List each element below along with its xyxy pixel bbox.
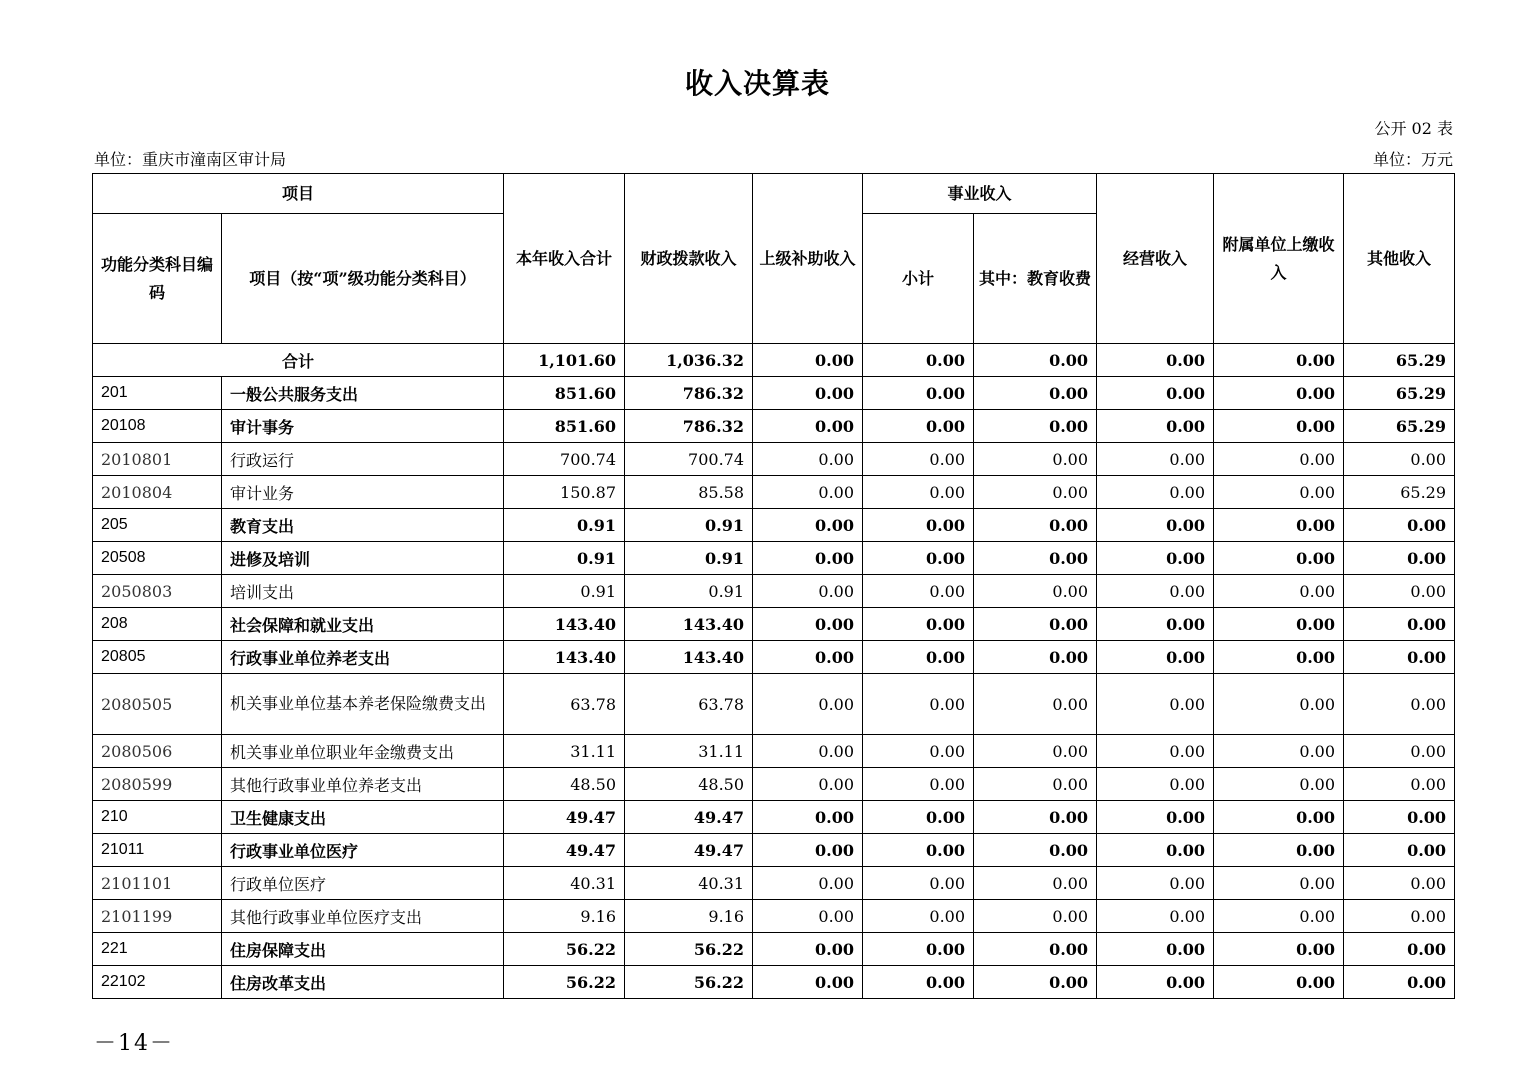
row-name: 一般公共服务支出 bbox=[222, 377, 504, 410]
row-value: 0.00 bbox=[1344, 542, 1455, 575]
header-name: 项目（按“项”级功能分类科目） bbox=[222, 214, 504, 344]
row-code: 20805 bbox=[93, 641, 222, 674]
row-value: 0.91 bbox=[625, 575, 753, 608]
row-value: 0.00 bbox=[1344, 641, 1455, 674]
table-row bbox=[93, 476, 1455, 509]
row-value: 0.00 bbox=[1344, 801, 1455, 834]
row-value: 0.00 bbox=[1344, 900, 1455, 933]
header-education: 其中：教育收费 bbox=[974, 214, 1097, 344]
row-value: 0.00 bbox=[1214, 966, 1344, 999]
row-value: 0.00 bbox=[1344, 735, 1455, 768]
row-value: 0.00 bbox=[753, 608, 863, 641]
header-superior: 上级补助收入 bbox=[753, 174, 863, 344]
row-value: 786.32 bbox=[625, 410, 753, 443]
row-value: 0.00 bbox=[974, 443, 1097, 476]
row-value: 0.00 bbox=[863, 933, 974, 966]
row-value: 0.00 bbox=[974, 735, 1097, 768]
table-row bbox=[93, 674, 1455, 735]
row-code: 2101199 bbox=[93, 900, 222, 933]
total-value: 65.29 bbox=[1344, 344, 1455, 377]
row-value: 0.00 bbox=[1097, 735, 1214, 768]
header-other: 其他收入 bbox=[1344, 174, 1455, 344]
row-value: 0.00 bbox=[753, 377, 863, 410]
row-value: 0.00 bbox=[1214, 801, 1344, 834]
row-value: 143.40 bbox=[625, 641, 753, 674]
table-row bbox=[93, 834, 1455, 867]
row-value: 0.00 bbox=[1097, 608, 1214, 641]
table-row bbox=[93, 768, 1455, 801]
row-value: 0.00 bbox=[1344, 834, 1455, 867]
row-value: 0.00 bbox=[863, 801, 974, 834]
row-value: 0.00 bbox=[1214, 377, 1344, 410]
row-value: 0.00 bbox=[974, 542, 1097, 575]
table-row bbox=[93, 966, 1455, 999]
row-code: 20108 bbox=[93, 410, 222, 443]
row-value: 0.00 bbox=[1097, 900, 1214, 933]
table-row bbox=[93, 867, 1455, 900]
total-value: 0.00 bbox=[1097, 344, 1214, 377]
row-value: 0.00 bbox=[863, 542, 974, 575]
unit-organization: 单位：重庆市潼南区审计局 bbox=[94, 150, 287, 169]
row-value: 0.00 bbox=[1214, 768, 1344, 801]
row-value: 851.60 bbox=[504, 377, 625, 410]
page-number: －14－ bbox=[94, 1031, 174, 1056]
row-code: 2080506 bbox=[93, 735, 222, 768]
row-value: 0.00 bbox=[1344, 509, 1455, 542]
row-code: 21011 bbox=[93, 834, 222, 867]
table-row bbox=[93, 933, 1455, 966]
row-value: 786.32 bbox=[625, 377, 753, 410]
row-name: 卫生健康支出 bbox=[222, 801, 504, 834]
row-code: 22102 bbox=[93, 966, 222, 999]
row-value: 0.00 bbox=[1344, 443, 1455, 476]
row-value: 63.78 bbox=[625, 674, 753, 735]
total-row bbox=[93, 344, 1455, 377]
row-value: 56.22 bbox=[504, 933, 625, 966]
row-value: 0.00 bbox=[1097, 542, 1214, 575]
row-value: 0.00 bbox=[863, 608, 974, 641]
row-code: 2010804 bbox=[93, 476, 222, 509]
row-value: 0.00 bbox=[753, 933, 863, 966]
row-value: 9.16 bbox=[625, 900, 753, 933]
row-value: 40.31 bbox=[504, 867, 625, 900]
header-item-group: 项目 bbox=[93, 174, 504, 214]
row-name: 审计事务 bbox=[222, 410, 504, 443]
row-value: 0.00 bbox=[974, 801, 1097, 834]
table-row bbox=[93, 509, 1455, 542]
row-value: 143.40 bbox=[504, 608, 625, 641]
row-value: 31.11 bbox=[625, 735, 753, 768]
row-value: 0.00 bbox=[753, 542, 863, 575]
row-value: 0.00 bbox=[974, 933, 1097, 966]
row-value: 0.00 bbox=[863, 900, 974, 933]
header-total-income: 本年收入合计 bbox=[504, 174, 625, 344]
header-fiscal: 财政拨款收入 bbox=[625, 174, 753, 344]
table-row bbox=[93, 641, 1455, 674]
row-value: 143.40 bbox=[504, 641, 625, 674]
row-value: 0.00 bbox=[753, 834, 863, 867]
row-value: 0.00 bbox=[863, 509, 974, 542]
row-name: 其他行政事业单位医疗支出 bbox=[222, 900, 504, 933]
row-code: 2050803 bbox=[93, 575, 222, 608]
row-value: 0.00 bbox=[1097, 801, 1214, 834]
row-value: 0.00 bbox=[753, 476, 863, 509]
form-number: 公开 02 表 bbox=[1374, 119, 1453, 138]
table-row bbox=[93, 900, 1455, 933]
row-value: 0.00 bbox=[974, 674, 1097, 735]
row-value: 0.00 bbox=[1214, 575, 1344, 608]
header-subtotal: 小计 bbox=[863, 214, 974, 344]
table-row bbox=[93, 735, 1455, 768]
row-value: 0.00 bbox=[974, 608, 1097, 641]
row-value: 0.00 bbox=[1214, 443, 1344, 476]
row-value: 0.00 bbox=[1097, 377, 1214, 410]
row-code: 221 bbox=[93, 933, 222, 966]
row-value: 56.22 bbox=[504, 966, 625, 999]
row-name: 机关事业单位职业年金缴费支出 bbox=[222, 735, 504, 768]
table-row bbox=[93, 443, 1455, 476]
header-business-group: 事业收入 bbox=[863, 174, 1097, 214]
row-name: 住房保障支出 bbox=[222, 933, 504, 966]
row-value: 0.00 bbox=[1344, 933, 1455, 966]
row-code: 2080599 bbox=[93, 768, 222, 801]
row-value: 0.00 bbox=[1097, 966, 1214, 999]
row-code: 2010801 bbox=[93, 443, 222, 476]
row-value: 0.00 bbox=[753, 410, 863, 443]
row-value: 0.91 bbox=[504, 509, 625, 542]
row-value: 0.00 bbox=[863, 674, 974, 735]
row-value: 0.00 bbox=[753, 509, 863, 542]
row-value: 0.00 bbox=[1344, 608, 1455, 641]
row-value: 48.50 bbox=[504, 768, 625, 801]
row-value: 0.00 bbox=[1097, 443, 1214, 476]
row-value: 0.91 bbox=[625, 509, 753, 542]
row-value: 65.29 bbox=[1344, 377, 1455, 410]
row-value: 0.00 bbox=[863, 443, 974, 476]
total-value: 0.00 bbox=[974, 344, 1097, 377]
row-value: 150.87 bbox=[504, 476, 625, 509]
header-affiliated: 附属单位上缴收入 bbox=[1214, 174, 1344, 344]
row-name: 行政单位医疗 bbox=[222, 867, 504, 900]
row-value: 56.22 bbox=[625, 966, 753, 999]
row-value: 49.47 bbox=[625, 834, 753, 867]
row-value: 56.22 bbox=[625, 933, 753, 966]
row-value: 0.00 bbox=[1344, 575, 1455, 608]
total-value: 1,101.60 bbox=[504, 344, 625, 377]
total-label: 合计 bbox=[93, 344, 504, 377]
row-value: 0.00 bbox=[974, 867, 1097, 900]
row-value: 0.00 bbox=[1097, 834, 1214, 867]
row-value: 0.00 bbox=[974, 575, 1097, 608]
row-value: 0.00 bbox=[1344, 966, 1455, 999]
row-name: 住房改革支出 bbox=[222, 966, 504, 999]
row-value: 0.00 bbox=[1097, 933, 1214, 966]
row-value: 0.00 bbox=[863, 966, 974, 999]
row-value: 0.00 bbox=[1214, 867, 1344, 900]
header-operating: 经营收入 bbox=[1097, 174, 1214, 344]
header-code: 功能分类科目编码 bbox=[93, 214, 222, 344]
row-value: 0.00 bbox=[1214, 674, 1344, 735]
row-name: 教育支出 bbox=[222, 509, 504, 542]
row-value: 0.00 bbox=[1214, 476, 1344, 509]
row-value: 0.00 bbox=[974, 377, 1097, 410]
row-value: 0.00 bbox=[753, 801, 863, 834]
row-value: 0.00 bbox=[1097, 509, 1214, 542]
row-value: 0.91 bbox=[504, 542, 625, 575]
row-value: 0.00 bbox=[1214, 410, 1344, 443]
row-value: 143.40 bbox=[625, 608, 753, 641]
row-value: 0.00 bbox=[753, 768, 863, 801]
row-value: 0.91 bbox=[625, 542, 753, 575]
table-row bbox=[93, 542, 1455, 575]
row-value: 0.00 bbox=[1344, 867, 1455, 900]
income-table bbox=[92, 173, 1455, 999]
row-name: 行政事业单位养老支出 bbox=[222, 641, 504, 674]
row-value: 0.00 bbox=[1097, 768, 1214, 801]
row-value: 48.50 bbox=[625, 768, 753, 801]
table-row bbox=[93, 410, 1455, 443]
row-value: 0.00 bbox=[753, 575, 863, 608]
row-value: 0.00 bbox=[1214, 608, 1344, 641]
row-name: 审计业务 bbox=[222, 476, 504, 509]
table-row bbox=[93, 377, 1455, 410]
row-name: 其他行政事业单位养老支出 bbox=[222, 768, 504, 801]
unit-currency: 单位：万元 bbox=[1372, 150, 1453, 169]
row-value: 0.00 bbox=[974, 410, 1097, 443]
total-value: 0.00 bbox=[863, 344, 974, 377]
row-value: 0.00 bbox=[1344, 674, 1455, 735]
row-value: 0.00 bbox=[863, 768, 974, 801]
row-code: 210 bbox=[93, 801, 222, 834]
row-value: 0.00 bbox=[863, 476, 974, 509]
row-value: 0.00 bbox=[1214, 542, 1344, 575]
row-name: 进修及培训 bbox=[222, 542, 504, 575]
row-value: 0.00 bbox=[1214, 509, 1344, 542]
row-value: 0.00 bbox=[863, 641, 974, 674]
row-code: 2080505 bbox=[93, 674, 222, 735]
total-value: 1,036.32 bbox=[625, 344, 753, 377]
row-value: 0.00 bbox=[1097, 410, 1214, 443]
total-value: 0.00 bbox=[753, 344, 863, 377]
row-value: 0.00 bbox=[974, 966, 1097, 999]
row-value: 0.00 bbox=[753, 443, 863, 476]
row-value: 0.00 bbox=[1097, 641, 1214, 674]
row-name: 行政运行 bbox=[222, 443, 504, 476]
row-value: 0.00 bbox=[1214, 641, 1344, 674]
row-value: 0.00 bbox=[1344, 768, 1455, 801]
row-code: 20508 bbox=[93, 542, 222, 575]
table-row bbox=[93, 575, 1455, 608]
row-value: 851.60 bbox=[504, 410, 625, 443]
row-code: 201 bbox=[93, 377, 222, 410]
row-value: 63.78 bbox=[504, 674, 625, 735]
row-value: 0.00 bbox=[863, 575, 974, 608]
row-value: 700.74 bbox=[504, 443, 625, 476]
row-value: 31.11 bbox=[504, 735, 625, 768]
row-value: 0.00 bbox=[1097, 575, 1214, 608]
row-value: 0.00 bbox=[753, 900, 863, 933]
row-value: 0.00 bbox=[753, 641, 863, 674]
row-value: 0.00 bbox=[753, 867, 863, 900]
row-value: 65.29 bbox=[1344, 410, 1455, 443]
row-value: 0.00 bbox=[863, 867, 974, 900]
row-value: 0.00 bbox=[974, 641, 1097, 674]
row-value: 0.00 bbox=[863, 410, 974, 443]
row-value: 0.00 bbox=[753, 674, 863, 735]
table-row bbox=[93, 608, 1455, 641]
row-value: 0.00 bbox=[974, 834, 1097, 867]
row-code: 205 bbox=[93, 509, 222, 542]
row-name: 机关事业单位基本养老保险缴费支出 bbox=[222, 674, 504, 735]
row-value: 0.00 bbox=[1214, 735, 1344, 768]
row-value: 49.47 bbox=[504, 801, 625, 834]
row-value: 0.00 bbox=[1214, 834, 1344, 867]
row-value: 0.00 bbox=[1097, 674, 1214, 735]
row-value: 40.31 bbox=[625, 867, 753, 900]
page-title: 收入决算表 bbox=[684, 67, 830, 100]
row-value: 0.00 bbox=[863, 377, 974, 410]
row-value: 0.00 bbox=[974, 509, 1097, 542]
row-value: 85.58 bbox=[625, 476, 753, 509]
row-name: 培训支出 bbox=[222, 575, 504, 608]
row-value: 0.00 bbox=[1214, 900, 1344, 933]
row-value: 0.00 bbox=[974, 900, 1097, 933]
table-row bbox=[93, 801, 1455, 834]
row-value: 0.00 bbox=[753, 966, 863, 999]
row-code: 2101101 bbox=[93, 867, 222, 900]
row-value: 49.47 bbox=[625, 801, 753, 834]
row-value: 0.00 bbox=[1097, 476, 1214, 509]
row-value: 0.00 bbox=[753, 735, 863, 768]
row-value: 0.91 bbox=[504, 575, 625, 608]
row-value: 0.00 bbox=[1097, 867, 1214, 900]
row-value: 0.00 bbox=[1214, 933, 1344, 966]
total-value: 0.00 bbox=[1214, 344, 1344, 377]
row-value: 0.00 bbox=[863, 834, 974, 867]
row-value: 65.29 bbox=[1344, 476, 1455, 509]
row-name: 行政事业单位医疗 bbox=[222, 834, 504, 867]
row-value: 700.74 bbox=[625, 443, 753, 476]
row-value: 49.47 bbox=[504, 834, 625, 867]
row-value: 9.16 bbox=[504, 900, 625, 933]
row-value: 0.00 bbox=[974, 768, 1097, 801]
row-name: 社会保障和就业支出 bbox=[222, 608, 504, 641]
row-code: 208 bbox=[93, 608, 222, 641]
row-value: 0.00 bbox=[974, 476, 1097, 509]
row-value: 0.00 bbox=[863, 735, 974, 768]
